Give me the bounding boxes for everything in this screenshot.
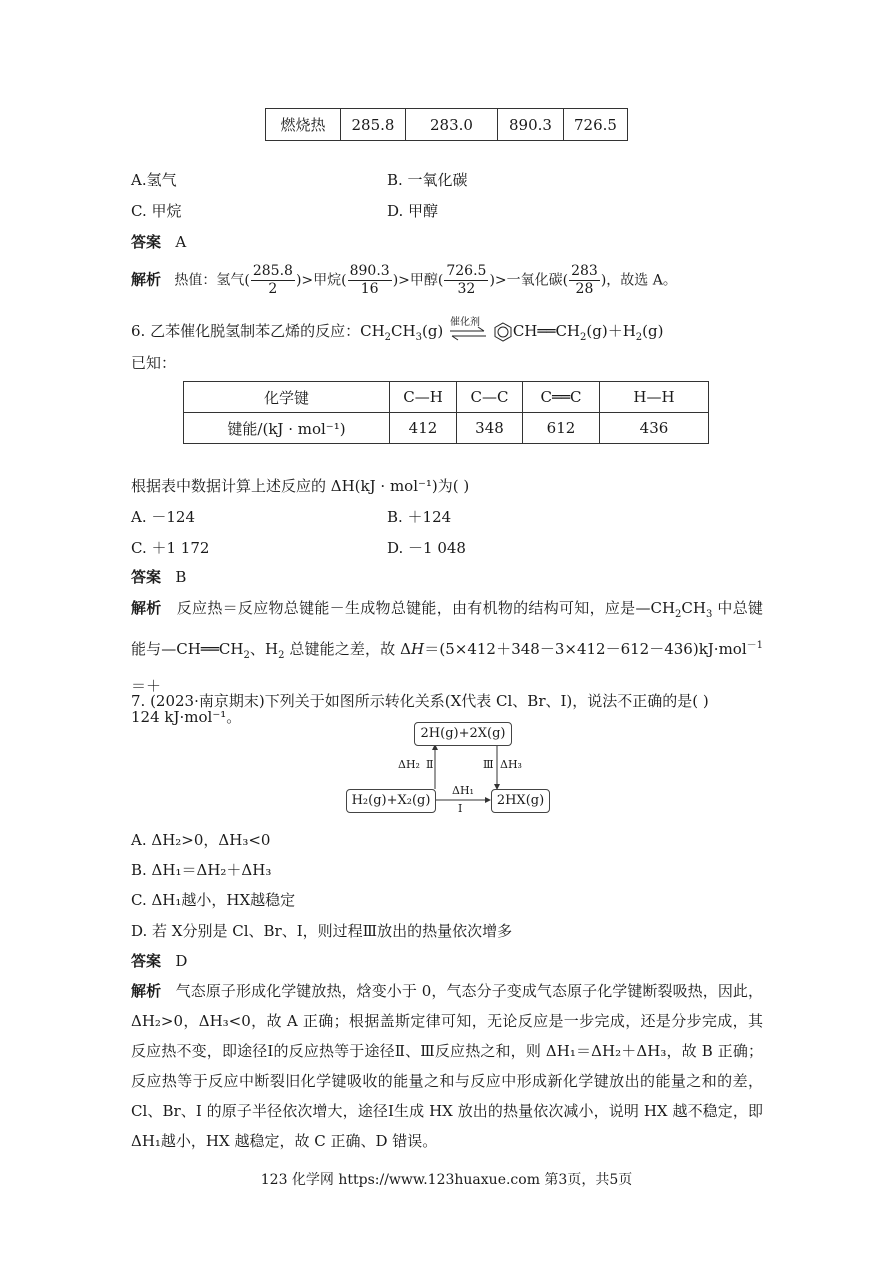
table-header: C—H [390,382,457,413]
table-cell: 436 [600,413,709,444]
q6-answer [131,566,186,587]
fraction: $\frac{285.8}{2}$ [252,263,293,297]
table-row-label: 燃烧热 [266,109,341,141]
table-header: C—C [457,382,523,413]
table-row-label: 键能/(kJ · mol⁻¹) [184,413,390,444]
bond-energy-table [183,381,709,444]
answer-label: 答案 [131,568,162,586]
label-path-3: Ⅲ [483,758,494,771]
q6-option-b: B. ＋124 [387,508,452,526]
q6-stem: 6. 乙苯催化脱氢制苯乙烯的反应：$CH_2CH_3(g)$ 催化剂 $CH══CH_2(g)+H_2(g)$ [131,320,663,343]
table-header: H—H [600,382,709,413]
analysis-label: 解析 [131,599,162,617]
benzene-ring-icon [493,322,513,342]
q7-option-a: A. ΔH₂>0，ΔH₃<0 [131,831,271,849]
q6-option-d: D. －1 048 [387,539,466,557]
equilibrium-arrow-icon [448,326,488,342]
node-molecules: H₂(g)+X₂(g) [346,789,436,813]
analysis-text: 热值：氢气( [174,272,250,289]
answer-label: 答案 [131,233,162,251]
analysis-label: 解析 [131,982,162,1000]
table-cell: 348 [457,413,523,444]
analysis-text: )>甲醇( [392,272,444,289]
q5-answer [131,231,186,252]
table-cell: 612 [523,413,600,444]
label-dh1: ΔH₁ [452,784,474,797]
q5-option-a: A.氢气 [131,171,177,189]
table-cell: 285.8 [341,109,406,141]
answer-value: A [175,233,187,251]
table-header: 化学键 [184,382,390,413]
analysis-text: )>甲烷( [295,272,347,289]
q5-analysis [131,263,677,298]
node-product: 2HX(g) [491,789,550,813]
analysis-text: )>一氧化碳( [489,272,569,289]
page-footer: 123 化学网 https://www.123huaxue.com 第3页，共5页 [260,1172,633,1188]
hess-cycle-diagram [340,718,560,818]
table-cell: 412 [390,413,457,444]
fraction: $\frac{283}{28}$ [571,263,598,297]
catalyst-label: 催化剂 [450,317,481,328]
q5-option-d: D. 甲醇 [387,202,439,220]
analysis-label: 解析 [131,270,162,289]
fraction: $\frac{726.5}{32}$ [446,263,487,297]
q5-option-c: C. 甲烷 [131,202,182,220]
q6-option-a: A. －124 [131,508,195,526]
q6-option-c: C. ＋1 172 [131,539,210,557]
table-cell: 726.5 [564,109,628,141]
q7-option-d: D. 若 X分别是 Cl、Br、I，则过程Ⅲ放出的热量依次增多 [131,922,513,940]
table-cell: 890.3 [498,109,564,141]
label-path-2: Ⅱ [426,758,434,771]
stem-text: 6. 乙苯催化脱氢制苯乙烯的反应： [131,322,361,340]
node-atoms: 2H(g)+2X(g) [414,722,512,746]
q7-analysis [131,976,763,1156]
reaction-arrow [448,317,488,340]
q5-option-b: B. 一氧化碳 [387,171,468,189]
table-cell: 283.0 [406,109,498,141]
answer-label: 答案 [131,952,162,970]
analysis-text: 气态原子形成化学键放热，焓变小于 0，气态分子变成气态原子化学键断裂吸热，因此，ΔH₂>0，ΔH₃<0，故 A 正确；根据盖斯定律可知，无论反应是一步完成，还是分步完成，其反应热不变，即途径Ⅰ的反应热等于途径Ⅱ、Ⅲ反应热之和，则 ΔH₁＝ΔH₂＋ΔH₃，故 B 正确；反应热等于反应中断裂旧化学键吸收的能量之和与反应中形成新化学键放出的能量之和的差，Cl、Br、I 的原子半径依次增大，途径Ⅰ生成 HX 放出的热量依次减小，说明 HX 越不稳定，即 ΔH₁越小，HX 越稳定，故 C 正确、D 错误。 [131,982,763,1150]
label-dh3: ΔH₃ [500,758,522,771]
q6-question: 根据表中数据计算上述反应的 ΔH(kJ · mol⁻¹)为( ) [131,477,470,495]
analysis-text: 124 kJ·mol⁻¹。 [131,708,242,726]
q6-analysis: 解析 反应热＝反应物总键能－生成物总键能，由有机物的结构可知，应是$—CH_2CH_3$ 中总键能与$—CH══CH_2$、$H_2$ 总键能之差，故 ΔH＝(5×412＋348－3×412－612－436)kJ·mol$^{-1}$＝＋ 124 kJ·mol⁻¹。 [131,599,763,726]
answer-value: D [175,952,188,970]
analysis-text: )，故选 A。 [600,272,677,289]
label-dh2: ΔH₂ [398,758,420,771]
table-header: C══C [523,382,600,413]
q6-known: 已知： [131,354,177,372]
heat-table [265,108,628,141]
label-path-1: Ⅰ [458,802,463,815]
answer-value: B [175,568,187,586]
q7-option-c: C. ΔH₁越小，HX越稳定 [131,891,296,909]
fraction: $\frac{890.3}{16}$ [349,263,390,297]
q7-stem: 7. (2023·南京期末)下列关于如图所示转化关系(X代表 Cl、Br、I)，说法不正确的是( ) [131,692,709,710]
q7-option-b: B. ΔH₁＝ΔH₂＋ΔH₃ [131,861,272,879]
q7-answer [131,950,187,971]
